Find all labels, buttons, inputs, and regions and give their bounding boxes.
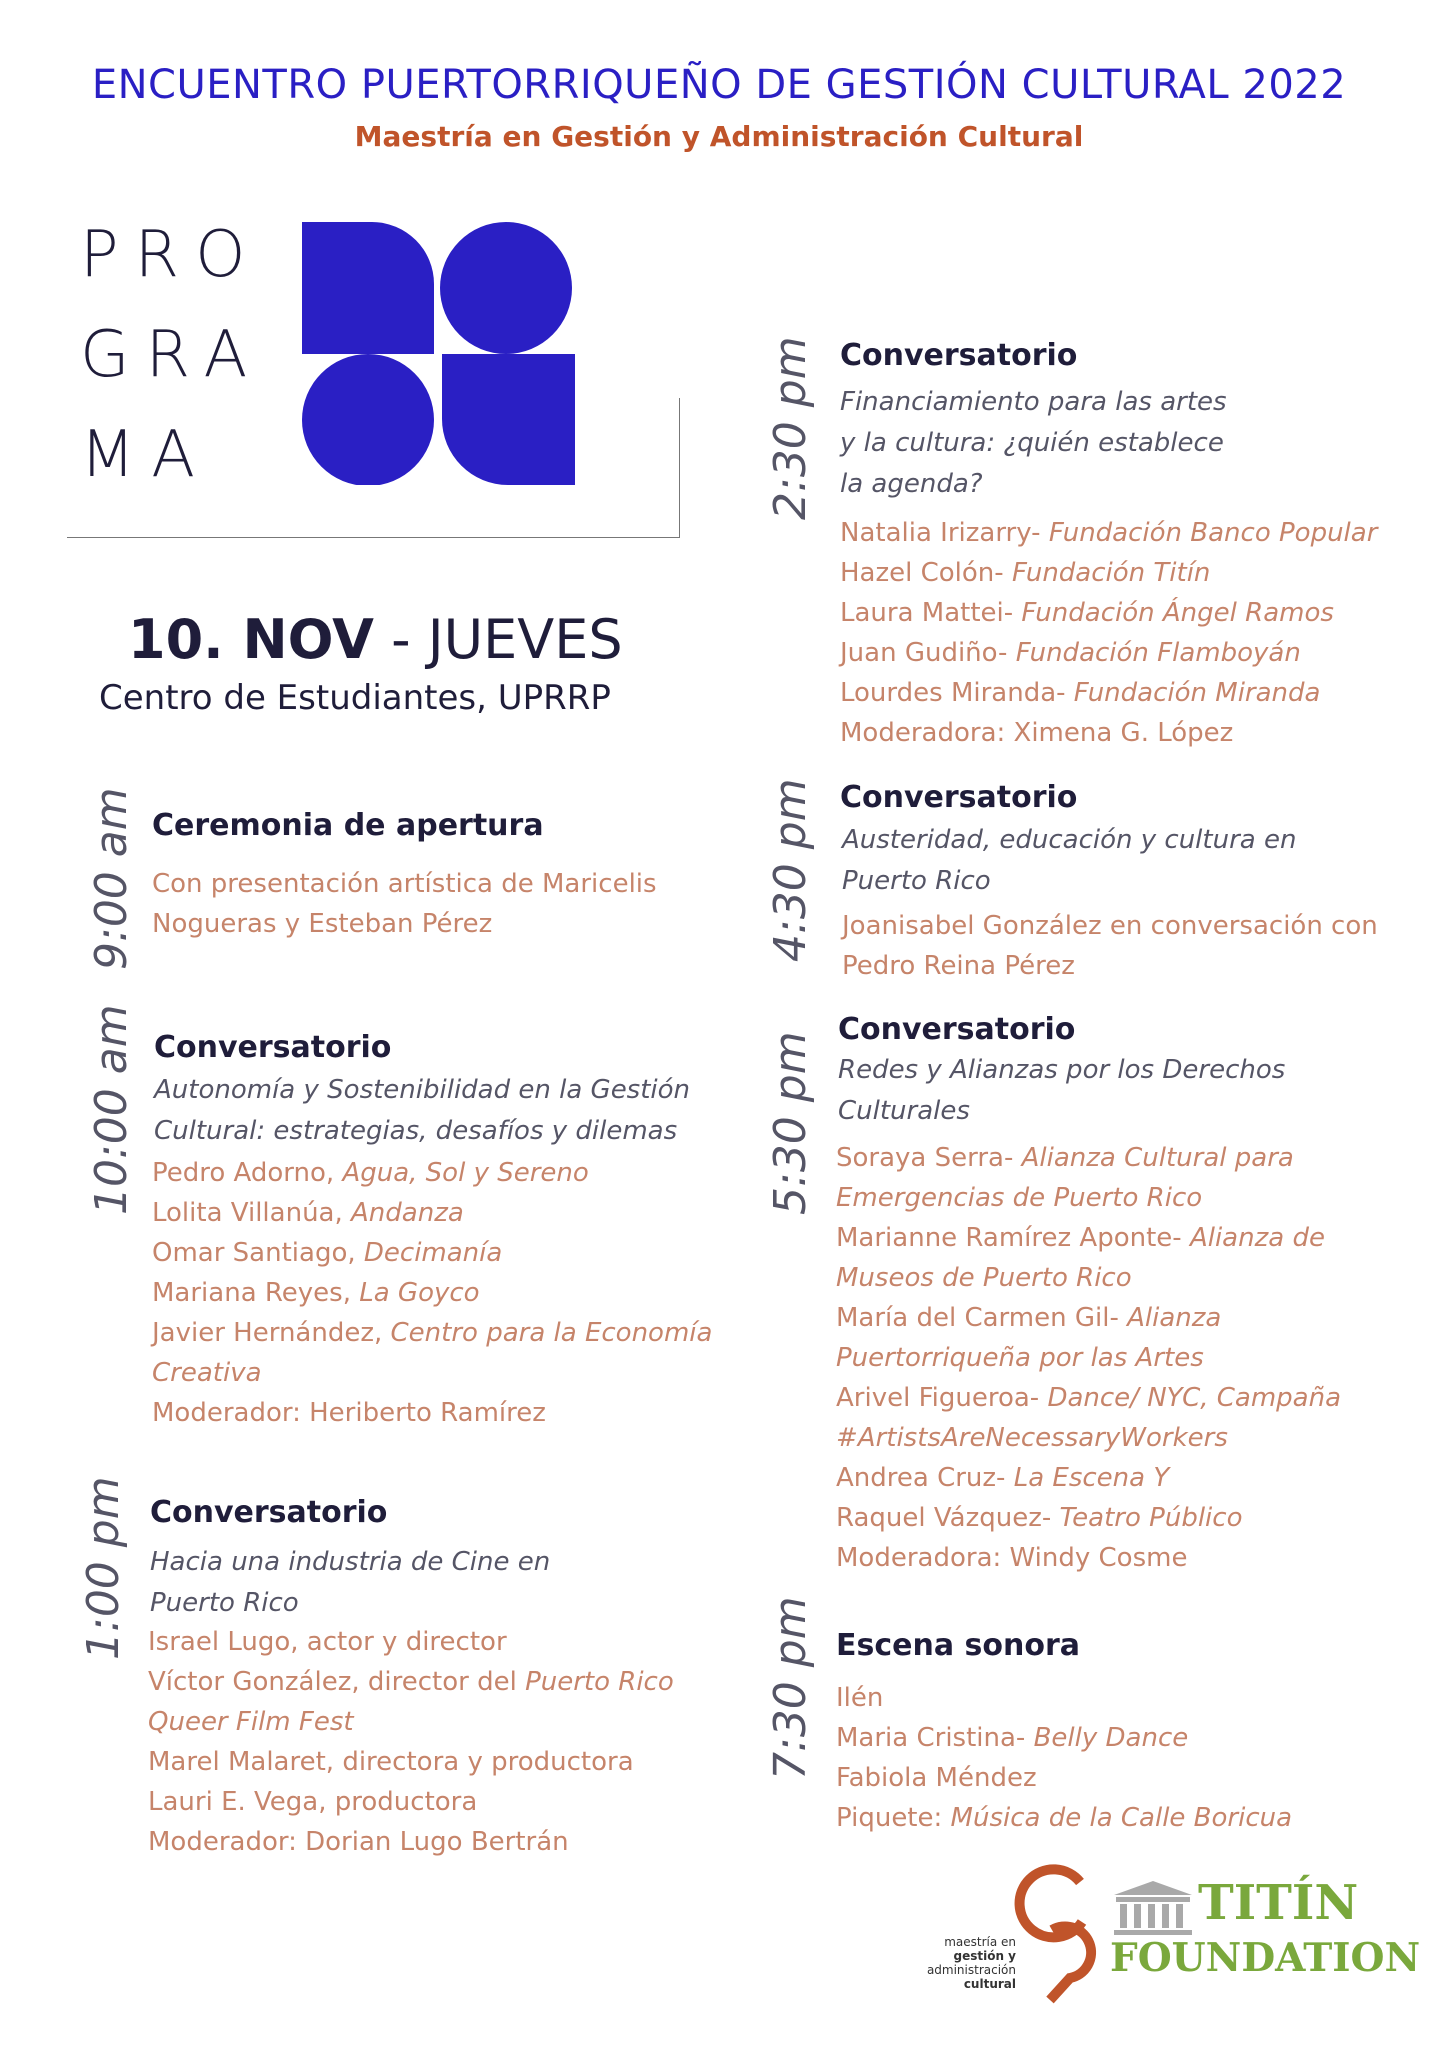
event-panelists-1630: Joanisabel González en conversación con Pedro Reina Pérez [842,911,1378,981]
event-topic-1300: Hacia una industria de Cine en Puerto Rico [150,1547,551,1618]
time-1630: 4:30 pm [765,778,816,962]
programa-line-3: MA [80,418,211,492]
titin-wordmark: TITÍN [1198,1875,1359,1931]
event-title-1000: Conversatorio [154,1030,392,1065]
frame-line-right [679,398,680,538]
event-venue: Centro de Estudiantes, UPRRP [99,678,611,718]
event-topic-1000: Autonomía y Sostenibilidad en la Gestión Cultural: estrategias, desafíos y dilemas [154,1075,691,1146]
foundation-wordmark: FOUNDATION [1110,1935,1421,1981]
time-1000: 10:00 am [86,1004,137,1215]
event-title-1430: Conversatorio [840,338,1078,373]
event-title-0900: Ceremonia de apertura [152,808,544,843]
event-date: 10. NOV - JUEVES [128,608,623,671]
time-1430: 2:30 pm [765,336,816,520]
event-title-1730: Conversatorio [838,1012,1076,1047]
programa-shapes-graphic [300,220,575,485]
gestion-cultural-logo [920,1860,1130,2010]
event-topic-1730: Redes y Alianzas por los Derechos Culturales [838,1055,1286,1126]
programa-line-2: GRA [80,318,264,392]
event-subtitle: Maestría en Gestión y Administración Cultural [354,120,1084,153]
event-panelists-1430: Natalia Irizarry- Fundación Banco Popular Hazel Colón- Fundación Titín Laura Mattei- Fundación Ángel Ramos Juan Gudiño- Fundación Flamboyán Lourdes Miranda- Fundación Miranda Moderadora: Ximena G. López [840,518,1378,748]
event-topic-1430: Financiamiento para las artes y la cultura: ¿quién establece la agenda? [840,387,1227,499]
event-title-1930: Escena sonora [836,1628,1080,1663]
time-1730: 5:30 pm [765,1031,816,1215]
time-1930: 7:30 pm [765,1596,816,1780]
gestion-logo-text: maestría en gestión y administración cultural [926,1935,1016,1991]
event-panelists-1300: Israel Lugo, actor y director Víctor González, director del Puerto Rico Queer Film Fest Marel Malaret, directora y productora Lauri E. Vega, productora Moderador: Dorian Lugo Bertrán [148,1627,674,1857]
time-0900: 9:00 am [86,787,137,970]
event-panelists-1000: Pedro Adorno, Agua, Sol y Sereno Lolita Villanúa, Andanza Omar Santiago, Decimanía Mariana Reyes, La Goyco Javier Hernández, Centro para la Economía Creativa Moderador: Heriberto Ramírez [152,1158,713,1428]
time-1300: 1:00 pm [78,1476,129,1660]
temple-icon [1110,1879,1196,1937]
event-details-0900: Con presentación artística de Maricelis Nogueras y Esteban Pérez [152,869,657,939]
event-title: ENCUENTRO PUERTORRIQUEÑO DE GESTIÓN CULTURAL 2022 [91,62,1347,108]
programa-line-1: PRO [80,218,262,292]
gestion-g-icon [1010,1860,1100,2008]
event-title-1300: Conversatorio [150,1495,388,1530]
frame-line-bottom [67,537,680,538]
event-panelists-1730: Soraya Serra- Alianza Cultural para Emergencias de Puerto Rico Marianne Ramírez Aponte- Alianza de Museos de Puerto Rico María del Carmen Gil- Alianza Puertorriqueña por las Artes Arivel Figueroa- Dance/ NYC, Campaña #ArtistsAreNecessaryWorkers Andrea Cruz- La Escena Y Raquel Vázquez- Teatro Público Moderadora: Windy Cosme [836,1143,1342,1573]
event-title-1630: Conversatorio [840,780,1078,815]
event-performers-1930: Ilén Maria Cristina- Belly Dance Fabiola Méndez Piquete: Música de la Calle Boricua [836,1683,1293,1833]
event-topic-1630: Austeridad, educación y cultura en Puerto Rico [842,825,1297,896]
titin-foundation-logo [1110,1875,1421,1985]
